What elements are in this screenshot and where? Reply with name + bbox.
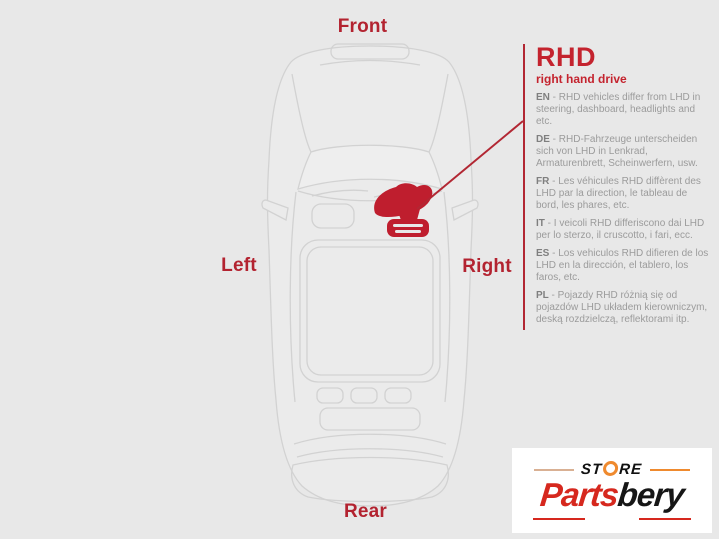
rhd-subtitle: right hand drive (536, 72, 627, 86)
lang-code-fr: FR (536, 176, 550, 187)
store-o-ring-icon (603, 461, 619, 476)
brand-underline-right (639, 518, 691, 520)
store-prefix: ST (580, 461, 604, 478)
lang-code-en: EN (536, 92, 550, 103)
label-right: Right (462, 256, 512, 277)
lang-code-de: DE (536, 134, 550, 145)
rhd-entry-it (536, 218, 712, 242)
lang-code-es: ES (536, 248, 550, 259)
brand-wordmark (510, 478, 714, 512)
brand-bery: bery (616, 476, 686, 513)
store-suffix: RE (619, 461, 644, 478)
separator: - (544, 218, 554, 229)
lang-text-de: RHD-Fahrzeuge unterscheiden sich von LHD in Lenkrad, Armaturenbrett, Scheinwerfern, usw. (536, 134, 698, 169)
rhd-entry-pl (536, 290, 712, 326)
rhd-entry-fr (536, 176, 712, 212)
rhd-entry-es (536, 248, 712, 284)
lang-text-it: I veicoli RHD differiscono dai LHD per lo sterzo, il cruscotto, i fari, ecc. (536, 218, 705, 241)
lang-text-pl: Pojazdy RHD różnią się od pojazdów LHD układem kierowniczym, deską rozdzielczą, reflektorami itp. (536, 290, 708, 325)
rhd-entry-en (536, 92, 712, 128)
lang-code-pl: PL (536, 290, 549, 301)
store-line-right (650, 469, 690, 471)
label-rear: Rear (343, 501, 388, 522)
store-line-left (534, 469, 574, 471)
separator: - (549, 134, 559, 145)
lang-text-fr: Les véhicules RHD diffèrent des LHD par la direction, le tableau de bord, les phares, etc. (536, 176, 701, 211)
separator: - (549, 92, 559, 103)
label-front: Front (337, 16, 388, 37)
lang-code-it: IT (536, 218, 545, 229)
label-left: Left (221, 255, 257, 276)
brand-underline-left (533, 518, 585, 520)
partsbery-logo (512, 448, 712, 533)
rhd-title: RHD (536, 42, 596, 72)
brand-parts: Parts (538, 476, 620, 513)
separator: - (549, 176, 559, 187)
lang-text-es: Los vehiculos RHD difieren de los LHD en la dirección, el tablero, los faros, etc. (536, 248, 709, 283)
rhd-info-panel (523, 44, 713, 330)
lang-text-en: RHD vehicles differ from LHD in steering, dashboard, headlights and etc. (536, 92, 701, 127)
separator: - (549, 248, 559, 259)
rhd-entry-de (536, 134, 712, 170)
separator: - (548, 290, 558, 301)
